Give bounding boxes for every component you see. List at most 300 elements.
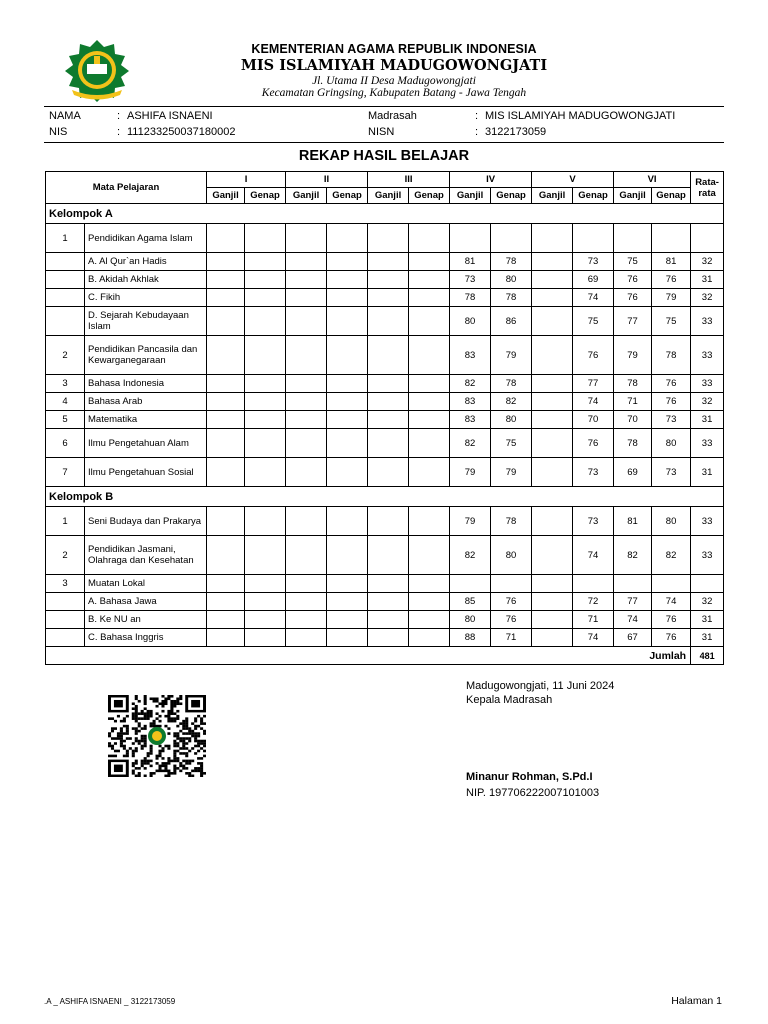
score-cell: 70 bbox=[573, 411, 614, 429]
semester-header: Genap bbox=[491, 188, 532, 204]
school-address-line1: Jl. Utama II Desa Madugowongjati bbox=[312, 75, 476, 87]
semester-header: Genap bbox=[245, 188, 286, 204]
score-cell: 81 bbox=[614, 507, 652, 536]
colon: : bbox=[475, 110, 479, 122]
score-cell: 76 bbox=[652, 375, 691, 393]
score-cell bbox=[573, 224, 614, 253]
score-cell: 76 bbox=[491, 611, 532, 629]
score-cell: 76 bbox=[652, 393, 691, 411]
page-number: Halaman 1 bbox=[671, 995, 722, 1007]
score-cell bbox=[409, 593, 450, 611]
table-row bbox=[46, 507, 724, 536]
table-row bbox=[46, 271, 724, 289]
letterhead bbox=[150, 42, 638, 99]
score-cell bbox=[409, 393, 450, 411]
score-cell bbox=[368, 458, 409, 487]
score-cell bbox=[409, 307, 450, 336]
score-cell: 79 bbox=[491, 458, 532, 487]
score-cell: 80 bbox=[450, 307, 491, 336]
table-row bbox=[46, 224, 724, 253]
score-cell bbox=[532, 253, 573, 271]
subject-name: Matematika bbox=[85, 411, 207, 429]
average-cell: 31 bbox=[691, 611, 724, 629]
table-row bbox=[46, 336, 724, 375]
score-cell bbox=[207, 411, 245, 429]
score-cell: 77 bbox=[614, 593, 652, 611]
score-cell bbox=[245, 271, 286, 289]
score-cell bbox=[245, 611, 286, 629]
average-cell: 32 bbox=[691, 393, 724, 411]
score-cell bbox=[532, 224, 573, 253]
score-cell bbox=[409, 458, 450, 487]
score-cell: 76 bbox=[573, 429, 614, 458]
score-cell: 80 bbox=[491, 271, 532, 289]
score-cell bbox=[532, 611, 573, 629]
score-cell bbox=[368, 507, 409, 536]
madrasah-value: MIS ISLAMIYAH MADUGOWONGJATI bbox=[485, 110, 676, 122]
score-cell: 80 bbox=[652, 429, 691, 458]
score-cell: 83 bbox=[450, 393, 491, 411]
score-cell bbox=[409, 611, 450, 629]
score-cell: 81 bbox=[652, 253, 691, 271]
score-cell bbox=[327, 271, 368, 289]
score-cell bbox=[368, 611, 409, 629]
table-row bbox=[46, 375, 724, 393]
score-cell bbox=[327, 629, 368, 647]
row-number bbox=[46, 629, 85, 647]
score-cell: 78 bbox=[652, 336, 691, 375]
score-cell bbox=[532, 375, 573, 393]
score-cell bbox=[286, 253, 327, 271]
score-cell: 70 bbox=[614, 411, 652, 429]
score-cell: 73 bbox=[573, 253, 614, 271]
score-cell bbox=[207, 307, 245, 336]
score-cell: 72 bbox=[573, 593, 614, 611]
score-cell: 73 bbox=[450, 271, 491, 289]
row-number bbox=[46, 307, 85, 336]
subject-name: Pendidikan Agama Islam bbox=[85, 224, 207, 253]
score-cell bbox=[245, 536, 286, 575]
subject-name: B. Akidah Akhlak bbox=[85, 271, 207, 289]
score-cell bbox=[207, 253, 245, 271]
score-cell: 80 bbox=[491, 411, 532, 429]
table-row bbox=[46, 593, 724, 611]
score-cell bbox=[450, 224, 491, 253]
score-cell bbox=[207, 429, 245, 458]
row-number bbox=[46, 611, 85, 629]
score-cell bbox=[532, 336, 573, 375]
score-cell: 86 bbox=[491, 307, 532, 336]
score-cell bbox=[491, 575, 532, 593]
subject-name: C. Fikih bbox=[85, 289, 207, 307]
nis-label: NIS bbox=[49, 126, 68, 138]
score-cell: 76 bbox=[652, 271, 691, 289]
grade-header: IV bbox=[450, 172, 532, 188]
score-cell bbox=[327, 611, 368, 629]
score-cell bbox=[286, 411, 327, 429]
score-cell bbox=[286, 336, 327, 375]
score-cell bbox=[652, 224, 691, 253]
score-cell bbox=[491, 224, 532, 253]
score-cell bbox=[368, 393, 409, 411]
semester-header: Ganjil bbox=[532, 188, 573, 204]
subject-name: Ilmu Pengetahuan Sosial bbox=[85, 458, 207, 487]
colon: : bbox=[117, 126, 121, 138]
score-cell bbox=[409, 336, 450, 375]
average-cell: 33 bbox=[691, 336, 724, 375]
score-cell bbox=[450, 575, 491, 593]
score-cell: 76 bbox=[614, 271, 652, 289]
score-cell bbox=[207, 629, 245, 647]
semester-header: Genap bbox=[327, 188, 368, 204]
score-cell bbox=[245, 393, 286, 411]
score-cell bbox=[368, 575, 409, 593]
score-cell: 79 bbox=[450, 458, 491, 487]
score-cell: 74 bbox=[614, 611, 652, 629]
subject-name: D. Sejarah Kebudayaan Islam bbox=[85, 307, 207, 336]
subject-name: A. Bahasa Jawa bbox=[85, 593, 207, 611]
table-row bbox=[46, 458, 724, 487]
nisn-label: NISN bbox=[368, 126, 395, 138]
subject-name: C. Bahasa Inggris bbox=[85, 629, 207, 647]
score-cell bbox=[532, 575, 573, 593]
score-cell bbox=[245, 253, 286, 271]
score-cell: 79 bbox=[450, 507, 491, 536]
group-heading: Kelompok B bbox=[46, 487, 724, 507]
score-cell bbox=[207, 375, 245, 393]
subject-name: Pendidikan Jasmani, Olahraga dan Kesehatan bbox=[85, 536, 207, 575]
score-cell: 78 bbox=[614, 375, 652, 393]
nis-value: 111233250037180002 bbox=[127, 126, 236, 138]
table-row bbox=[46, 575, 724, 593]
score-cell bbox=[368, 429, 409, 458]
nama-value: ASHIFA ISNAENI bbox=[127, 110, 213, 122]
score-cell: 77 bbox=[614, 307, 652, 336]
score-cell bbox=[409, 429, 450, 458]
score-cell: 75 bbox=[491, 429, 532, 458]
score-cell bbox=[409, 629, 450, 647]
average-cell: 33 bbox=[691, 429, 724, 458]
score-cell: 74 bbox=[573, 393, 614, 411]
average-cell: 32 bbox=[691, 593, 724, 611]
score-cell: 79 bbox=[652, 289, 691, 307]
table-row bbox=[46, 411, 724, 429]
semester-header: Genap bbox=[573, 188, 614, 204]
score-cell bbox=[245, 336, 286, 375]
score-cell: 75 bbox=[614, 253, 652, 271]
score-cell bbox=[532, 393, 573, 411]
semester-header: Ganjil bbox=[614, 188, 652, 204]
score-cell bbox=[532, 411, 573, 429]
score-cell bbox=[368, 375, 409, 393]
colon: : bbox=[117, 110, 121, 122]
row-number bbox=[46, 253, 85, 271]
average-cell: 32 bbox=[691, 253, 724, 271]
average-cell: 31 bbox=[691, 629, 724, 647]
grades-table bbox=[45, 171, 724, 665]
score-cell: 77 bbox=[573, 375, 614, 393]
table-row bbox=[46, 307, 724, 336]
score-cell: 69 bbox=[573, 271, 614, 289]
score-cell bbox=[614, 224, 652, 253]
score-cell bbox=[245, 411, 286, 429]
score-cell bbox=[368, 629, 409, 647]
score-cell bbox=[245, 507, 286, 536]
score-cell bbox=[327, 253, 368, 271]
score-cell: 71 bbox=[491, 629, 532, 647]
score-cell bbox=[409, 536, 450, 575]
score-cell: 76 bbox=[652, 611, 691, 629]
score-cell bbox=[368, 307, 409, 336]
score-cell bbox=[368, 271, 409, 289]
score-cell: 78 bbox=[491, 253, 532, 271]
score-cell bbox=[207, 536, 245, 575]
score-cell bbox=[368, 253, 409, 271]
grade-header: V bbox=[532, 172, 614, 188]
score-cell: 74 bbox=[573, 289, 614, 307]
score-cell bbox=[532, 536, 573, 575]
score-cell: 82 bbox=[450, 429, 491, 458]
score-cell: 88 bbox=[450, 629, 491, 647]
score-cell: 83 bbox=[450, 411, 491, 429]
score-cell bbox=[286, 593, 327, 611]
score-cell bbox=[409, 271, 450, 289]
score-cell bbox=[327, 429, 368, 458]
score-cell bbox=[207, 575, 245, 593]
score-cell: 76 bbox=[573, 336, 614, 375]
subject-header: Mata Pelajaran bbox=[46, 172, 207, 204]
score-cell bbox=[286, 629, 327, 647]
madrasah-label: Madrasah bbox=[368, 110, 417, 122]
score-cell bbox=[368, 411, 409, 429]
subject-name: Pendidikan Pancasila dan Kewarganegaraan bbox=[85, 336, 207, 375]
score-cell: 81 bbox=[450, 253, 491, 271]
score-cell bbox=[327, 411, 368, 429]
semester-header: Ganjil bbox=[286, 188, 327, 204]
score-cell bbox=[245, 593, 286, 611]
score-cell bbox=[368, 289, 409, 307]
subject-name: Bahasa Arab bbox=[85, 393, 207, 411]
score-cell bbox=[207, 458, 245, 487]
score-cell bbox=[286, 536, 327, 575]
score-cell: 79 bbox=[491, 336, 532, 375]
score-cell bbox=[207, 336, 245, 375]
score-cell bbox=[245, 289, 286, 307]
row-number bbox=[46, 593, 85, 611]
score-cell bbox=[245, 458, 286, 487]
qr-code bbox=[108, 695, 206, 777]
score-cell bbox=[286, 575, 327, 593]
score-cell: 78 bbox=[614, 429, 652, 458]
score-cell: 80 bbox=[652, 507, 691, 536]
score-cell bbox=[532, 307, 573, 336]
score-cell bbox=[286, 375, 327, 393]
subject-name: A. Al Qur`an Hadis bbox=[85, 253, 207, 271]
score-cell: 80 bbox=[491, 536, 532, 575]
score-cell: 71 bbox=[614, 393, 652, 411]
score-cell bbox=[286, 429, 327, 458]
score-cell: 73 bbox=[573, 458, 614, 487]
score-cell bbox=[245, 224, 286, 253]
total-label: Jumlah bbox=[46, 647, 691, 665]
row-number: 3 bbox=[46, 375, 85, 393]
score-cell: 75 bbox=[652, 307, 691, 336]
score-cell bbox=[207, 289, 245, 307]
score-cell: 82 bbox=[652, 536, 691, 575]
signatory-nip: NIP. 197706222007101003 bbox=[466, 787, 600, 799]
score-cell bbox=[286, 458, 327, 487]
score-cell bbox=[368, 224, 409, 253]
school-name: MIS ISLAMIYAH MADUGOWONGJATI bbox=[240, 57, 548, 74]
score-cell bbox=[532, 271, 573, 289]
average-cell: 33 bbox=[691, 307, 724, 336]
average-cell: 33 bbox=[691, 536, 724, 575]
score-cell bbox=[207, 611, 245, 629]
grade-header: I bbox=[207, 172, 286, 188]
score-cell bbox=[286, 307, 327, 336]
row-number: 5 bbox=[46, 411, 85, 429]
score-cell bbox=[245, 307, 286, 336]
score-cell bbox=[409, 507, 450, 536]
table-row bbox=[46, 536, 724, 575]
group-heading: Kelompok A bbox=[46, 204, 724, 224]
score-cell bbox=[207, 393, 245, 411]
table-row bbox=[46, 611, 724, 629]
score-cell bbox=[207, 507, 245, 536]
score-cell: 76 bbox=[491, 593, 532, 611]
score-cell bbox=[409, 411, 450, 429]
average-header: Rata-rata bbox=[691, 172, 724, 204]
score-cell bbox=[327, 536, 368, 575]
score-cell bbox=[327, 307, 368, 336]
score-cell bbox=[652, 575, 691, 593]
score-cell bbox=[327, 507, 368, 536]
score-cell bbox=[368, 593, 409, 611]
score-cell: 71 bbox=[573, 611, 614, 629]
score-cell: 73 bbox=[573, 507, 614, 536]
score-cell: 79 bbox=[614, 336, 652, 375]
score-cell bbox=[409, 289, 450, 307]
score-cell: 78 bbox=[491, 375, 532, 393]
row-number: 2 bbox=[46, 336, 85, 375]
score-cell bbox=[409, 224, 450, 253]
average-cell: 31 bbox=[691, 271, 724, 289]
score-cell bbox=[245, 375, 286, 393]
row-number bbox=[46, 271, 85, 289]
score-cell bbox=[409, 375, 450, 393]
score-cell: 83 bbox=[450, 336, 491, 375]
score-cell: 74 bbox=[573, 536, 614, 575]
score-cell bbox=[245, 575, 286, 593]
signature-position: Kepala Madrasah bbox=[466, 694, 553, 706]
score-cell bbox=[409, 575, 450, 593]
score-cell bbox=[327, 575, 368, 593]
header-rule bbox=[44, 106, 724, 107]
score-cell bbox=[327, 289, 368, 307]
subject-name: B. Ke NU an bbox=[85, 611, 207, 629]
score-cell: 75 bbox=[573, 307, 614, 336]
average-cell bbox=[691, 224, 724, 253]
score-cell: 69 bbox=[614, 458, 652, 487]
score-cell bbox=[327, 224, 368, 253]
nisn-value: 3122173059 bbox=[485, 126, 547, 138]
row-number: 1 bbox=[46, 224, 85, 253]
subject-name: Ilmu Pengetahuan Alam bbox=[85, 429, 207, 458]
document-id: .A _ ASHIFA ISNAENI _ 3122173059 bbox=[44, 997, 176, 1006]
score-cell bbox=[207, 271, 245, 289]
total-value: 481 bbox=[691, 647, 724, 665]
average-cell: 33 bbox=[691, 507, 724, 536]
semester-header: Genap bbox=[652, 188, 691, 204]
score-cell bbox=[368, 536, 409, 575]
score-cell bbox=[286, 224, 327, 253]
table-row bbox=[46, 393, 724, 411]
score-cell: 78 bbox=[491, 507, 532, 536]
semester-header: Genap bbox=[409, 188, 450, 204]
score-cell: 74 bbox=[652, 593, 691, 611]
score-cell: 76 bbox=[614, 289, 652, 307]
signature-place-date: Madugowongjati, 11 Juni 2024 bbox=[466, 680, 615, 692]
score-cell bbox=[532, 507, 573, 536]
score-cell: 82 bbox=[491, 393, 532, 411]
average-cell: 33 bbox=[691, 375, 724, 393]
row-number: 2 bbox=[46, 536, 85, 575]
average-cell bbox=[691, 575, 724, 593]
average-cell: 32 bbox=[691, 289, 724, 307]
score-cell bbox=[327, 593, 368, 611]
average-cell: 31 bbox=[691, 411, 724, 429]
score-cell: 85 bbox=[450, 593, 491, 611]
score-cell: 78 bbox=[450, 289, 491, 307]
kemenag-logo bbox=[52, 38, 142, 104]
table-row bbox=[46, 289, 724, 307]
score-cell bbox=[245, 429, 286, 458]
score-cell: 67 bbox=[614, 629, 652, 647]
signatory-name: Minanur Rohman, S.Pd.I bbox=[466, 771, 593, 783]
score-cell: 82 bbox=[450, 536, 491, 575]
score-cell bbox=[614, 575, 652, 593]
ministry-name: KEMENTERIAN AGAMA REPUBLIK INDONESIA bbox=[251, 42, 537, 56]
nama-label: NAMA bbox=[49, 110, 81, 122]
score-cell bbox=[532, 289, 573, 307]
score-cell: 76 bbox=[652, 629, 691, 647]
score-cell bbox=[245, 629, 286, 647]
score-cell bbox=[368, 336, 409, 375]
row-number: 6 bbox=[46, 429, 85, 458]
score-cell: 82 bbox=[450, 375, 491, 393]
score-cell bbox=[532, 593, 573, 611]
score-cell bbox=[286, 271, 327, 289]
school-address-line2: Kecamatan Gringsing, Kabupaten Batang - Jawa Tengah bbox=[261, 87, 527, 99]
average-cell: 31 bbox=[691, 458, 724, 487]
score-cell bbox=[207, 224, 245, 253]
semester-header: Ganjil bbox=[368, 188, 409, 204]
score-cell bbox=[286, 289, 327, 307]
score-cell bbox=[327, 336, 368, 375]
score-cell: 78 bbox=[491, 289, 532, 307]
score-cell bbox=[286, 507, 327, 536]
score-cell bbox=[286, 611, 327, 629]
score-cell bbox=[327, 375, 368, 393]
score-cell: 80 bbox=[450, 611, 491, 629]
score-cell bbox=[327, 393, 368, 411]
subject-name: Seni Budaya dan Prakarya bbox=[85, 507, 207, 536]
score-cell bbox=[286, 393, 327, 411]
row-number: 1 bbox=[46, 507, 85, 536]
semester-header: Ganjil bbox=[450, 188, 491, 204]
score-cell bbox=[532, 429, 573, 458]
identity-rule bbox=[44, 142, 724, 143]
